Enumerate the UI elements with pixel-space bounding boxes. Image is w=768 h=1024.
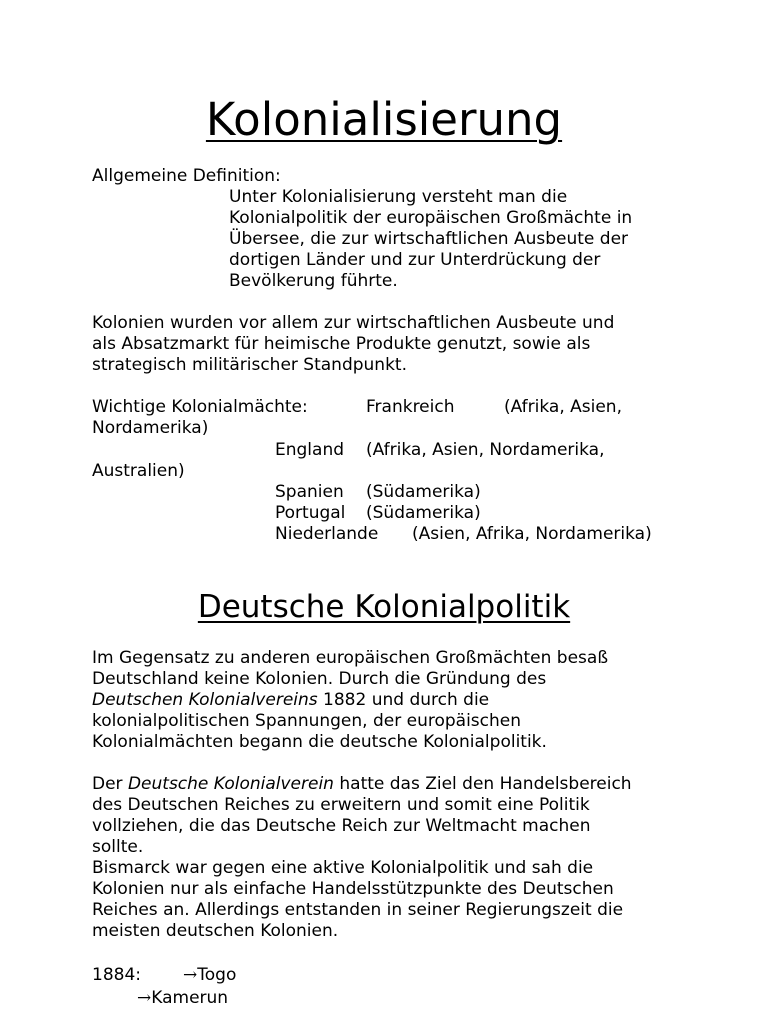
definition-line: Übersee, die zur wirtschaftlichen Ausbeute der <box>229 229 629 249</box>
powers-label: Wichtige Kolonialmächte: <box>92 397 308 417</box>
arrow-right-icon: → <box>183 965 198 985</box>
power-regions-wrap: Nordamerika) <box>92 418 209 438</box>
timeline-item <box>183 965 236 986</box>
paragraph-line: Reiches an. Allerdings entstanden in seiner Regierungszeit die <box>92 900 624 920</box>
paragraph-line: Im Gegensatz zu anderen europäischen Großmächten besaß <box>92 648 609 668</box>
paragraph-line: Kolonien wurden vor allem zur wirtschaftlichen Ausbeute und <box>92 313 615 333</box>
power-country: Niederlande <box>275 524 379 544</box>
definition-line: dortigen Länder und zur Unterdrückung der <box>229 250 601 270</box>
purpose-paragraph <box>92 313 692 376</box>
paragraph-line: Bismarck war gegen eine aktive Kolonialpolitik und sah die <box>92 858 594 878</box>
definition-line: Bevölkerung führte. <box>229 271 398 291</box>
paragraph-line: vollziehen, die das Deutsche Reich zur Weltmacht machen <box>92 816 591 836</box>
timeline-item <box>137 988 228 1009</box>
power-regions: (Afrika, Asien, Nordamerika, <box>366 440 605 460</box>
power-regions-wrap: Australien) <box>92 461 185 481</box>
power-country: Spanien <box>275 482 344 502</box>
power-regions: (Afrika, Asien, <box>504 397 622 417</box>
paragraph-line <box>92 690 692 711</box>
power-country: England <box>275 440 345 460</box>
timeline-label: Kamerun <box>151 988 229 1008</box>
paragraph-line: meisten deutschen Kolonien. <box>92 921 339 941</box>
page-title: Kolonialisierung <box>205 93 563 146</box>
italic-term: Deutsche Kolonialverein <box>127 774 334 794</box>
paragraph-line: kolonialpolitischen Spannungen, der europäischen <box>92 711 522 731</box>
paragraph-line: Kolonien nur als einfache Handelsstützpunkte des Deutschen <box>92 879 614 899</box>
italic-term: Deutschen Kolonialvereins <box>92 690 318 710</box>
paragraph-line: des Deutschen Reiches zu erweitern und somit eine Politik <box>92 795 590 815</box>
definition-line: Unter Kolonialisierung versteht man die <box>229 187 568 207</box>
definition-label: Allgemeine Definition: <box>92 166 281 186</box>
paragraph-line <box>92 774 692 795</box>
timeline-label: Togo <box>197 965 237 985</box>
paragraph-text: 1882 und durch die <box>317 690 490 710</box>
paragraph-line: strategisch militärischer Standpunkt. <box>92 355 407 375</box>
definition-text <box>229 187 768 292</box>
paragraph-text: Der <box>92 774 128 794</box>
paragraph-text: hatte das Ziel den Handelsbereich <box>333 774 632 794</box>
german-policy-paragraph <box>92 648 692 753</box>
paragraph-line: sollte. <box>92 837 144 857</box>
kolonialverein-paragraph <box>92 774 692 942</box>
power-country: Frankreich <box>366 397 455 417</box>
paragraph-line: als Absatzmarkt für heimische Produkte genutzt, sowie als <box>92 334 591 354</box>
paragraph-line: Kolonialmächten begann die deutsche Kolonialpolitik. <box>92 732 547 752</box>
power-regions: (Asien, Afrika, Nordamerika) <box>412 524 652 544</box>
section-title: Deutsche Kolonialpolitik <box>197 589 571 625</box>
power-regions: (Südamerika) <box>366 503 481 523</box>
timeline-year: 1884: <box>92 965 141 985</box>
power-regions: (Südamerika) <box>366 482 481 502</box>
arrow-right-icon: → <box>137 988 152 1008</box>
definition-line: Kolonialpolitik der europäischen Großmächte in <box>229 208 633 228</box>
power-country: Portugal <box>275 503 346 523</box>
paragraph-line: Deutschland keine Kolonien. Durch die Gründung des <box>92 669 547 689</box>
